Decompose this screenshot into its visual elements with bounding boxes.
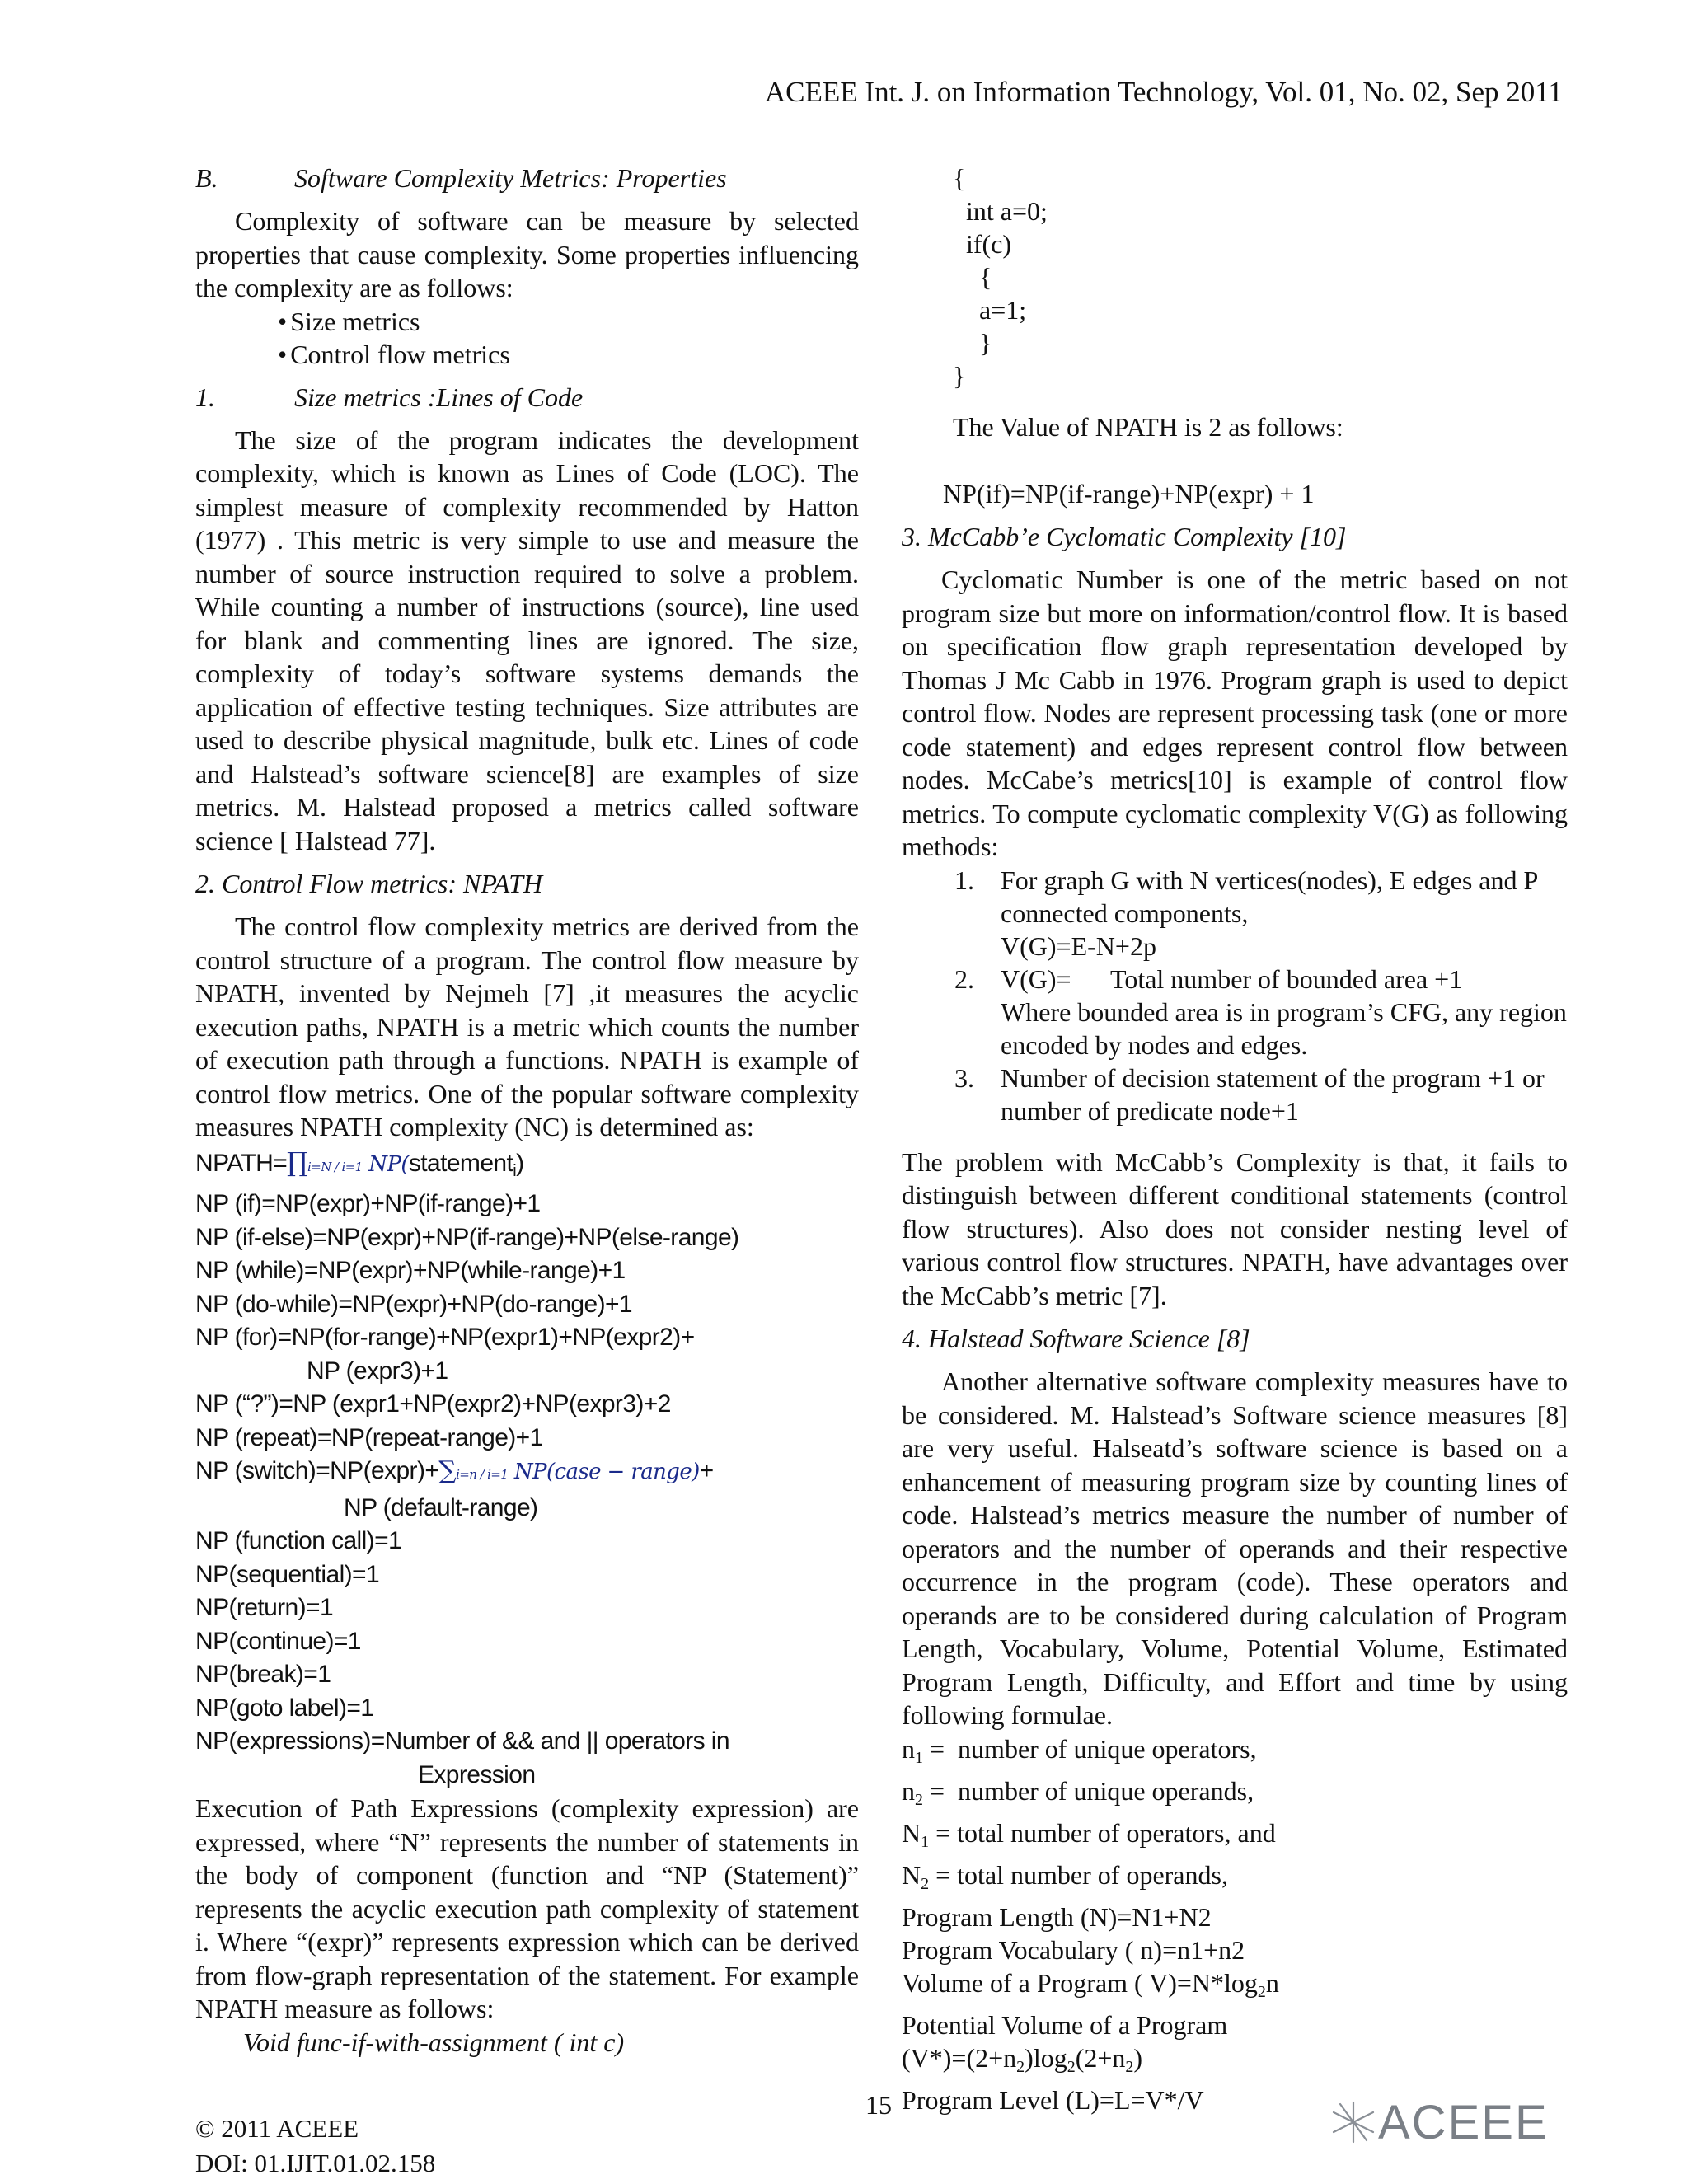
product-range: i=N / i=1 [307, 1159, 363, 1174]
formula-break: NP(break)=1 [195, 1661, 331, 1688]
hal-volume [902, 1966, 1568, 2008]
formula-continue: NP(continue)=1 [195, 1627, 361, 1655]
formula-if: NP (if)=NP(expr)+NP(if-range)+1 [195, 1190, 541, 1217]
formula-return: NP(return)=1 [195, 1594, 334, 1621]
hal-potential: Potential Volume of a Program [902, 2009, 1228, 2040]
npath-value-line: The Value of NPATH is 2 as follows: [953, 412, 1343, 442]
hal-subscript: 2 [1067, 2057, 1076, 2076]
hal-text: N [902, 1817, 921, 1848]
formula-subscript: i [513, 1161, 517, 1180]
sum-symbol [438, 1456, 700, 1485]
doi: DOI: 01.IJIT.01.02.158 [195, 2149, 436, 2177]
formula-for: NP (for)=NP(for-range)+NP(expr1)+NP(expr2)+ [195, 1324, 695, 1351]
heading-number: 1. [195, 382, 215, 412]
mccabe-problem-paragraph: The problem with McCabb’s Complexity is that, it fails to distinguish between different conditional statements (control flow structures). Also does not consider nesting level of various control flow structures. NPATH, have advantages over the McCabb’s metric [7]. [902, 1146, 1568, 1310]
halstead-paragraph: Another alternative software complexity measures have to be considered. M. Halstead’s Software science measures [8] are very useful. Halseatd’s software science is based on a enhancement of measuring program size by counting lines of code. Halstead’s metrics measure the number of number of operators and the number of operands and their respective occurrence in the program (code). These operators and operands are to be considered during calculation of Program Length, Vocabulary, Volume, Potential Volume, Estimated Program Length, Difficulty, and Effort and time by using following formulae. [902, 1366, 1568, 1730]
formula-text: statement [408, 1149, 513, 1177]
halstead-formulas [902, 1732, 1568, 2116]
method-line: V(G)= Total number of bounded area +1 [1001, 963, 1463, 994]
running-header: ACEEE Int. J. on Information Technology, Vol. 01, No. 02, Sep 2011 [764, 76, 1563, 108]
heading-title: Size metrics :Lines of Code [294, 382, 584, 412]
np-if-formula: NP(if)=NP(if-range)+NP(expr) + 1 [943, 478, 1315, 509]
left-column [195, 162, 859, 2059]
loc-paragraph: The size of the program indicates the development complexity, which is known as Lines of Code (LOC). The simplest measure of complexity recommended by Hatton (1977) . This metric is very simple to use and measure the number of source instruction required to solve a problem. While counting a number of instructions (source), line used for blank and commenting lines are ignored. The size, complexity of today’s software systems demands the application of effective testing techniques. Size attributes are used to describe physical magnitude, bulk etc. Lines of code and Halstead’s software science[8] are examples of size metrics. M. Halstead proposed a metrics called software science [ Halstead 77]. [195, 424, 859, 855]
page-number: 15 [865, 2090, 892, 2120]
code-line: { [953, 262, 992, 292]
formula-switch [195, 1455, 859, 1492]
formula-if-else: NP (if-else)=NP(expr)+NP(if-range)+NP(else-range) [195, 1223, 739, 1251]
method-number: 2. [954, 963, 974, 994]
hal-text: (2+n [1075, 2042, 1126, 2073]
formula-text: ) [516, 1149, 524, 1177]
aceee-logo [1329, 2093, 1549, 2151]
method-line: number of predicate node+1 [1001, 1095, 1299, 1126]
formula-sequential: NP(sequential)=1 [195, 1560, 380, 1588]
hal-text: ) [1133, 2042, 1143, 2073]
hal-text: (V*)=(2+n [902, 2042, 1017, 2073]
hal-subscript: 2 [1257, 1982, 1266, 2001]
formula-text: + [699, 1457, 714, 1484]
formula-do-while: NP (do-while)=NP(expr)+NP(do-range)+1 [195, 1290, 632, 1318]
formula-function-call: NP (function call)=1 [195, 1527, 402, 1554]
hal-length: Program Length (N)=N1+N2 [902, 1901, 1212, 1932]
cyclomatic-methods-list [902, 864, 1568, 1127]
code-line: { [953, 163, 966, 193]
hal-text: n [902, 1775, 915, 1806]
product-np: NP( [368, 1151, 409, 1177]
npath-product-formula [195, 1146, 859, 1188]
code-line: } [953, 361, 966, 391]
hal-vocabulary: Program Vocabulary ( n)=n1+n2 [902, 1934, 1245, 1965]
npath-formula-block [195, 1146, 859, 1793]
formula-goto: NP(goto label)=1 [195, 1694, 374, 1722]
formula-for-cont: NP (expr3)+1 [307, 1357, 448, 1385]
code-line: if(c) [953, 229, 1012, 259]
method-line: Number of decision statement of the program +1 or [1001, 1062, 1545, 1093]
hal-text: = number of unique operands, [923, 1775, 1254, 1806]
method-line: V(G)=E-N+2p [1001, 930, 1156, 961]
right-column [902, 162, 1568, 2116]
method-item [902, 1062, 1568, 1127]
hal-text: )log [1025, 2042, 1067, 2073]
code-line: a=1; [953, 295, 1027, 325]
mccabe-heading: 3. McCabb’e Cyclomatic Complexity [10] [902, 522, 1347, 551]
formula-expressions: NP(expressions)=Number of && and || operators in [195, 1727, 729, 1755]
hal-text: = total number of operands, [929, 1859, 1228, 1890]
hal-potential-formula [902, 2041, 1568, 2083]
hal-n2 [902, 1774, 1568, 1816]
intro-paragraph: Complexity of software can be measure by selected properties that cause complexity. Some properties influencing the complexity are as follows: [195, 206, 859, 302]
hal-subscript: 2 [915, 1790, 923, 1809]
hal-subscript: 2 [1016, 2057, 1025, 2076]
method-line: connected components, [1001, 898, 1249, 928]
hal-text: = total number of operators, and [929, 1817, 1276, 1848]
hal-text: Volume of a Program ( V)=N*log [902, 1967, 1258, 1998]
hal-subscript: 2 [1125, 2057, 1134, 2076]
hal-n1 [902, 1732, 1568, 1774]
hal-text: n [1265, 1967, 1279, 1998]
formula-repeat: NP (repeat)=NP(repeat-range)+1 [195, 1423, 543, 1451]
section-b-title: Software Complexity Metrics: Properties [294, 163, 727, 193]
formula-text: NP (switch)=NP(expr)+ [195, 1457, 439, 1484]
sum-range: i=n / i=1 [456, 1467, 509, 1482]
hal-N1 [902, 1816, 1568, 1858]
npath-paragraph: The control flow complexity metrics are derived from the control structure of a program. The control flow measure by NPATH, invented by Nejmeh [7] ,it measures the acyclic execution paths, NPATH is a metric which counts the number of execution path through a functions. NPATH is example of control flow metrics. One of the popular software complexity measures NPATH complexity (NC) is determined as: [195, 912, 859, 1141]
copyright: © 2011 ACEEE [195, 2114, 359, 2143]
product-symbol [287, 1146, 409, 1178]
hal-subscript: 2 [921, 1874, 930, 1893]
section-b-heading [195, 162, 859, 194]
hal-text: = number of unique operators, [923, 1733, 1257, 1764]
logo-text: ACEEE [1378, 2095, 1549, 2149]
method-line: For graph G with N vertices(nodes), E edges and P [1001, 865, 1539, 895]
sum-glyph: ∑ [438, 1456, 457, 1485]
formula-ternary: NP (“?”)=NP (expr1+NP(expr2)+NP(expr3)+2 [195, 1390, 671, 1418]
execution-paragraph: Execution of Path Expressions (complexity expression) are expressed, where “N” represents the number of statements in the body of component (function and “NP (Statement)” represents the acyclic execution path complexity of statement i. Where “(expr)” represents expression which can be derived from flow-graph representation of the statement. For example NPATH measure as follows: [195, 1793, 859, 2023]
code-line: } [953, 328, 992, 358]
size-metrics-heading [195, 381, 859, 414]
hal-level: Program Level (L)=L=V*/V [902, 2084, 1204, 2115]
formula-while: NP (while)=NP(expr)+NP(while-range)+1 [195, 1257, 626, 1284]
code-sample [902, 162, 1568, 392]
void-function-line: Void func-if-with-assignment ( int c) [243, 2027, 625, 2057]
method-item [902, 864, 1568, 963]
hal-N2 [902, 1858, 1568, 1900]
bullet-control-flow-metrics: • Control flow metrics [278, 338, 859, 371]
method-line: encoded by nodes and edges. [1001, 1029, 1308, 1060]
metrics-bullet-list [195, 305, 859, 371]
method-number: 3. [954, 1062, 974, 1093]
method-line: Where bounded area is in program’s CFG, any region [1001, 996, 1567, 1027]
hal-text: N [902, 1859, 921, 1890]
code-line: int a=0; [953, 196, 1048, 226]
method-number: 1. [954, 865, 974, 895]
section-b-number: B. [195, 163, 218, 193]
hal-subscript: 1 [921, 1832, 930, 1851]
formula-text: NPATH= [195, 1149, 288, 1177]
cyclomatic-paragraph: Cyclomatic Number is one of the metric based on not program size but more on information/control flow. It is based on specification flow graph representation developed by Thomas J Mc Cabb in 1976. Program graph is used to depict control flow. Nodes are represent processing task (one or more code statement) and edges represent control flow between nodes. McCabe’s metrics[10] is example of control flow metrics. To compute cyclomatic complexity V(G) as following methods: [902, 565, 1568, 861]
sum-np: NP(case − range) [513, 1460, 700, 1484]
product-glyph: ∏ [287, 1146, 308, 1178]
hal-subscript: 1 [915, 1748, 923, 1767]
star-icon [1329, 2099, 1378, 2145]
bullet-size-metrics: • Size metrics [278, 305, 859, 338]
method-item [902, 963, 1568, 1062]
formula-expressions-cont: Expression [418, 1760, 536, 1788]
halstead-heading: 4. Halstead Software Science [8] [902, 1324, 1250, 1353]
npath-heading: 2. Control Flow metrics: NPATH [195, 869, 543, 898]
hal-text: n [902, 1733, 915, 1764]
formula-switch-cont: NP (default-range) [344, 1493, 538, 1521]
